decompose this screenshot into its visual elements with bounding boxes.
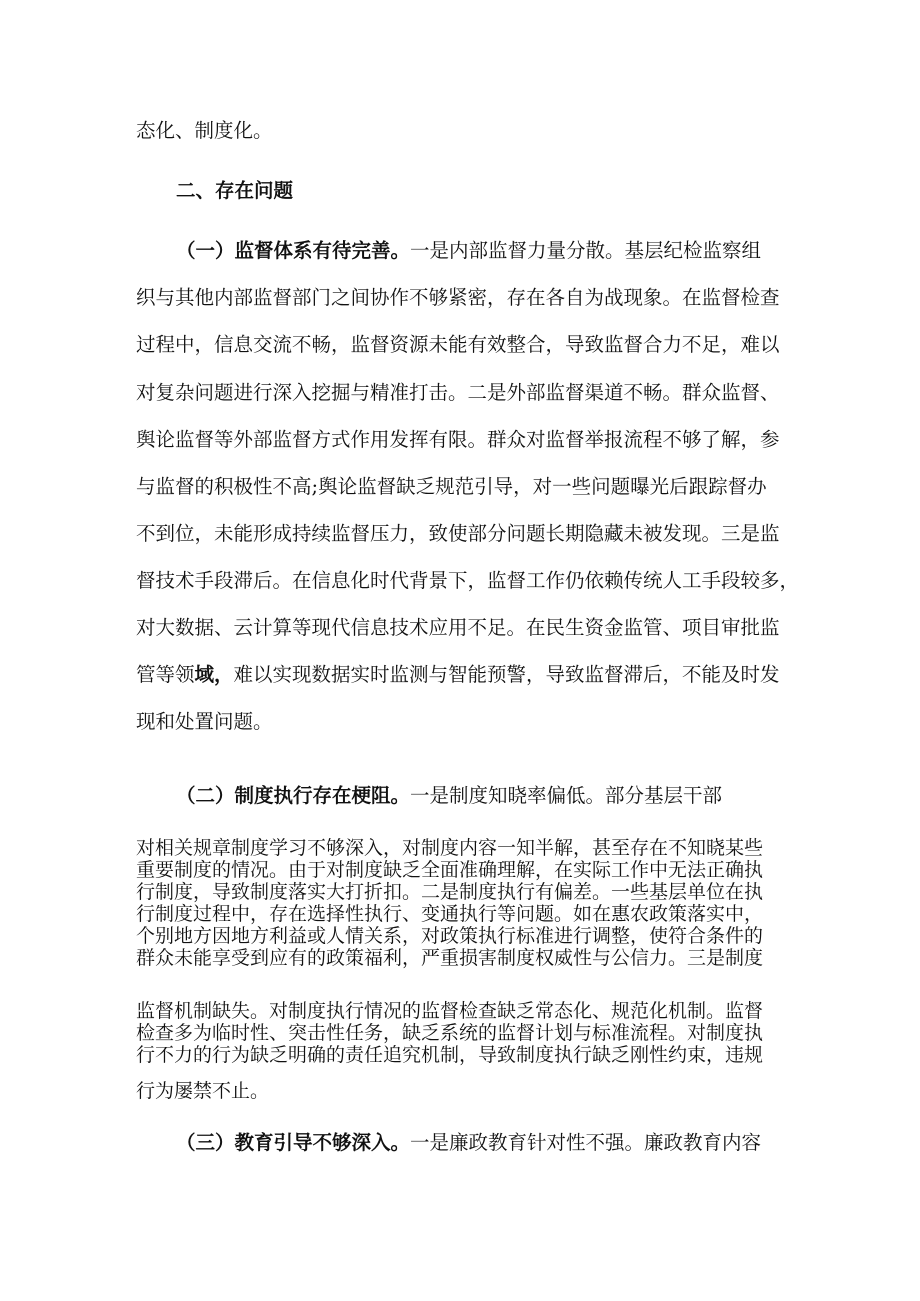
p3-line-1: （三）教育引导不够深入。一是廉政教育针对性不强。廉政教育内容 bbox=[176, 1131, 762, 1154]
p2-line-9: 检查多为临时性、突击性任务，缺乏系统的监督计划与标准流程。对制度执 bbox=[136, 1022, 764, 1044]
p2-line-6: 个别地方因地方利益或人情关系，对政策执行标准进行调整，使符合条件的 bbox=[136, 925, 764, 947]
p1-line-10: 管等领域，难以实现数据实时监测与智能预警，导致监督滞后，不能及时发 bbox=[136, 663, 780, 686]
p2-line-4: 行制度，导致制度落实大打折扣。二是制度执行有偏差。一些基层单位在执 bbox=[136, 881, 764, 903]
p2-line-1: （二）制度执行存在梗阻。一是制度知晓率偏低。部分基层干部 bbox=[176, 784, 723, 807]
p1-line-9: 对大数据、云计算等现代信息技术应用不足。在民生资金监管、项目审批监 bbox=[136, 616, 780, 639]
p2-lead: （二）制度执行存在梗阻。 bbox=[176, 784, 411, 807]
p1-line-11: 现和处置问题。 bbox=[136, 710, 273, 733]
p2-line-7: 群众未能享受到应有的政策福利，严重损害制度权威性与公信力。三是制度 bbox=[136, 947, 764, 969]
p2-line-11: 行为屡禁不止。 bbox=[136, 1080, 270, 1102]
p2-line-5: 行制度过程中，存在选择性执行、变通执行等问题。如在惠农政策落实中， bbox=[136, 903, 764, 925]
p1-lead: （一）监督体系有待完善。 bbox=[176, 239, 411, 262]
p2-line-3: 重要制度的情况。由于对制度缺乏全面准确理解，在实际工作中无法正确执 bbox=[136, 859, 764, 881]
paragraph-tail: 态化、制度化。 bbox=[136, 119, 273, 142]
p1-line-5: 舆论监督等外部监督方式作用发挥有限。群众对监督举报流程不够了解，参 bbox=[136, 428, 780, 451]
p1-line-4: 对复杂问题进行深入挖掘与精准打击。二是外部监督渠道不畅。群众监督、 bbox=[136, 381, 780, 404]
p1-line-1: （一）监督体系有待完善。一是内部监督力量分散。基层纪检监察组 bbox=[176, 239, 762, 262]
p2-line-2: 对相关规章制度学习不够深入，对制度内容一知半解，甚至存在不知晓某些 bbox=[136, 837, 764, 859]
p1-line-8: 督技术手段滞后。在信息化时代背景下，监督工作仍依赖传统人工手段较多， bbox=[136, 569, 800, 592]
p1-line-7: 不到位，未能形成持续监督压力，致使部分问题长期隐藏未被发现。三是监 bbox=[136, 522, 780, 545]
section-heading: 二、存在问题 bbox=[176, 179, 294, 202]
p2-line-8: 监督机制缺失。对制度执行情况的监督检查缺乏常态化、规范化机制。监督 bbox=[136, 1000, 764, 1022]
p1-line-2: 织与其他内部监督部门之间协作不够紧密，存在各自为战现象。在监督检查 bbox=[136, 286, 780, 309]
p3-lead: （三）教育引导不够深入。 bbox=[176, 1131, 411, 1154]
p2-line-10: 行不力的行为缺乏明确的责任追究机制，导致制度执行缺乏刚性约束，违规 bbox=[136, 1044, 764, 1066]
p1-line-6: 与监督的积极性不高;舆论监督缺乏规范引导，对一些问题曝光后跟踪督办 bbox=[136, 475, 767, 498]
p1-line-3: 过程中，信息交流不畅，监督资源未能有效整合，导致监督合力不足，难以 bbox=[136, 333, 780, 356]
